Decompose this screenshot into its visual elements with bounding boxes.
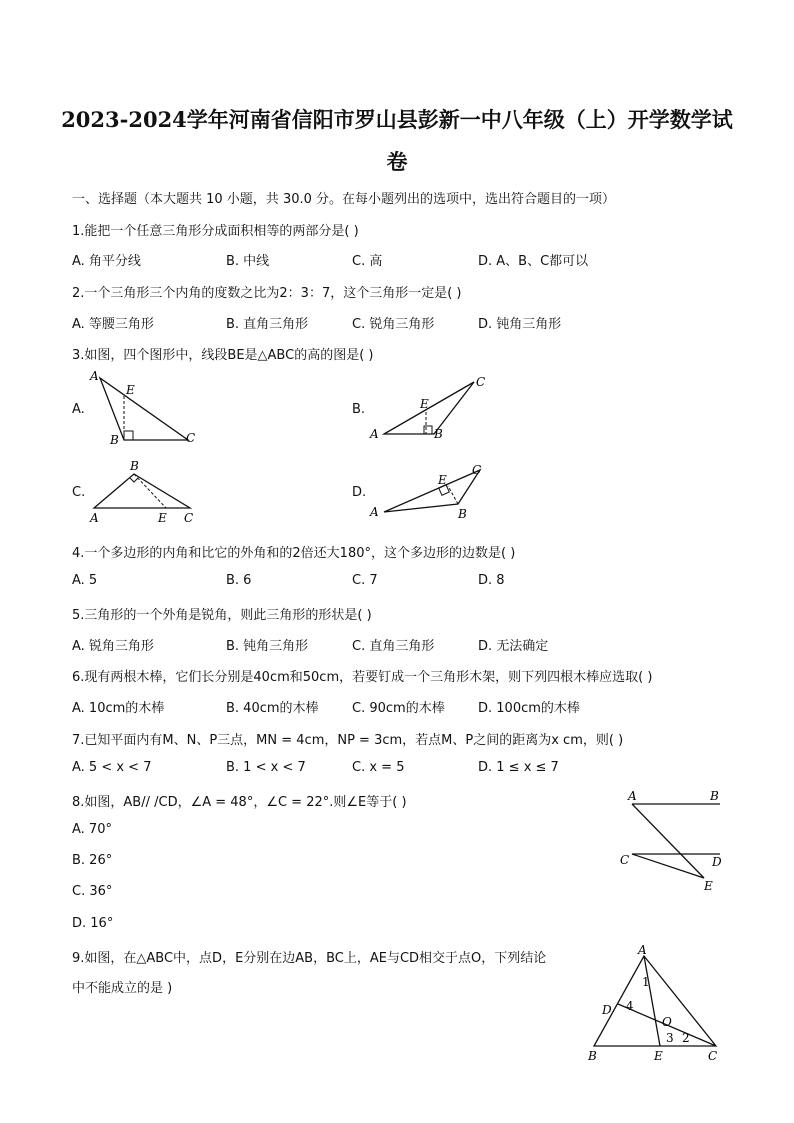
question-3-stem: 3.如图，四个图形中，线段BE是△ABC的高的图是( ) — [72, 348, 374, 363]
q1-option-c[interactable]: C. 高 — [352, 254, 383, 269]
angle-label-1: 1 — [642, 975, 650, 989]
q5-option-a[interactable]: A. 锐角三角形 — [72, 639, 154, 654]
angle-label-4: 4 — [626, 999, 634, 1013]
segment-ae — [644, 956, 660, 1046]
question-5-stem: 5.三角形的一个外角是锐角，则此三角形的形状是( ) — [72, 608, 372, 623]
label-e: E — [420, 397, 429, 411]
q2-option-a[interactable]: A. 等腰三角形 — [72, 317, 154, 332]
question-9-stem-cont: 中不能成立的是 ) — [72, 981, 173, 996]
q4-option-c[interactable]: C. 7 — [352, 573, 378, 588]
right-angle-mark — [130, 478, 138, 482]
question-9-stem: 9.如图，在△ABC中，点D，E分别在边AB，BC上，AE与CD相交于点O，下列结论 — [72, 951, 547, 966]
label-a: A — [370, 427, 379, 441]
q6-option-b[interactable]: B. 40cm的木棒 — [226, 701, 319, 716]
label-b: B — [588, 1049, 597, 1063]
label-b: B — [110, 433, 119, 446]
triangle-shape — [94, 474, 190, 508]
q4-option-a[interactable]: A. 5 — [72, 573, 98, 588]
label-b: B — [458, 507, 467, 521]
q6-option-d[interactable]: D. 100cm的木棒 — [478, 701, 580, 716]
q7-option-a[interactable]: A. 5 < x < 7 — [72, 760, 152, 775]
q5-option-d[interactable]: D. 无法确定 — [478, 639, 549, 654]
label-c: C — [184, 511, 194, 525]
label-b: B — [434, 427, 443, 441]
q5-option-c[interactable]: C. 直角三角形 — [352, 639, 435, 654]
label-e: E — [704, 879, 713, 893]
q1-option-b[interactable]: B. 中线 — [226, 254, 270, 269]
q2-option-d[interactable]: D. 钝角三角形 — [478, 317, 562, 332]
label-b: B — [710, 789, 719, 803]
question-4-stem: 4.一个多边形的内角和比它的外角和的2倍还大180°，这个多边形的边数是( ) — [72, 546, 516, 561]
q3-figure-a — [86, 366, 206, 446]
q6-option-c[interactable]: C. 90cm的木棒 — [352, 701, 445, 716]
q3-figure-c — [86, 456, 206, 526]
label-c: C — [476, 375, 486, 389]
q4-option-d[interactable]: D. 8 — [478, 573, 505, 588]
label-e: E — [438, 473, 447, 487]
label-c: C — [472, 463, 482, 477]
question-2-stem: 2.一个三角形三个内角的度数之比为2：3：7，这个三角形一定是( ) — [72, 286, 462, 301]
q8-figure — [618, 786, 728, 896]
q3-option-a[interactable]: A. — [72, 402, 85, 417]
q8-option-d[interactable]: D. 16° — [72, 916, 114, 931]
q2-option-b[interactable]: B. 直角三角形 — [226, 317, 309, 332]
label-a: A — [628, 789, 637, 803]
label-o: O — [662, 1015, 672, 1029]
angle-label-3: 3 — [666, 1031, 674, 1045]
q8-option-b[interactable]: B. 26° — [72, 853, 113, 868]
q1-option-d[interactable]: D. A、B、C都可以 — [478, 254, 589, 269]
q3-figure-d — [366, 458, 496, 528]
question-1-stem: 1.能把一个任意三角形分成面积相等的两部分是( ) — [72, 224, 359, 239]
q3-option-c[interactable]: C. — [72, 485, 86, 500]
q4-option-b[interactable]: B. 6 — [226, 573, 252, 588]
q7-option-b[interactable]: B. 1 < x < 7 — [226, 760, 306, 775]
label-c: C — [620, 853, 630, 867]
q3-option-d[interactable]: D. — [352, 485, 367, 500]
question-6-stem: 6.现有两根木棒，它们长分别是40cm和50cm，若要钉成一个三角形木架，则下列四根木棒应选取( ) — [72, 670, 653, 685]
height-line — [448, 486, 458, 504]
q8-option-a[interactable]: A. 70° — [72, 822, 112, 837]
section-heading: 一、选择题（本大题共 10 小题，共 30.0 分。在每小题列出的选项中，选出符合题目的一项） — [72, 192, 616, 207]
label-c: C — [708, 1049, 718, 1063]
label-e: E — [158, 511, 167, 525]
label-b: B — [130, 459, 139, 473]
q6-option-a[interactable]: A. 10cm的木棒 — [72, 701, 165, 716]
triangle-abc — [594, 956, 716, 1046]
label-d: D — [602, 1003, 612, 1017]
triangle-shape — [100, 378, 188, 440]
exam-title-line1: 2023-2024学年河南省信阳市罗山县彭新一中八年级（上）开学数学试 — [61, 107, 733, 132]
q7-option-c[interactable]: C. x = 5 — [352, 760, 405, 775]
triangle-shape — [384, 470, 480, 512]
q7-option-d[interactable]: D. 1 ≤ x ≤ 7 — [478, 760, 559, 775]
right-angle-mark — [124, 431, 133, 440]
label-c: C — [186, 431, 196, 445]
label-e: E — [126, 383, 135, 397]
q8-option-c[interactable]: C. 36° — [72, 884, 113, 899]
q5-option-b[interactable]: B. 钝角三角形 — [226, 639, 309, 654]
question-8-stem: 8.如图，AB// /CD，∠A = 48°，∠C = 22°.则∠E等于( ) — [72, 795, 407, 810]
q1-option-a[interactable]: A. 角平分线 — [72, 254, 141, 269]
label-a: A — [90, 511, 99, 525]
label-a: A — [370, 505, 379, 519]
q3-option-b[interactable]: B. — [352, 402, 366, 417]
q9-figure — [582, 944, 732, 1064]
right-angle-mark — [424, 426, 432, 434]
label-d: D — [712, 855, 722, 869]
question-7-stem: 7.已知平面内有M、N、P三点，MN = 4cm，NP = 3cm，若点M、P之间的距离为x cm，则( ) — [72, 733, 624, 748]
q3-figure-b — [366, 370, 496, 446]
line-ae — [632, 804, 704, 878]
label-a: A — [90, 369, 99, 383]
angle-label-2: 2 — [682, 1031, 690, 1045]
label-a: A — [638, 944, 647, 957]
exam-title-line2: 卷 — [386, 149, 408, 174]
label-e: E — [654, 1049, 663, 1063]
q2-option-c[interactable]: C. 锐角三角形 — [352, 317, 435, 332]
